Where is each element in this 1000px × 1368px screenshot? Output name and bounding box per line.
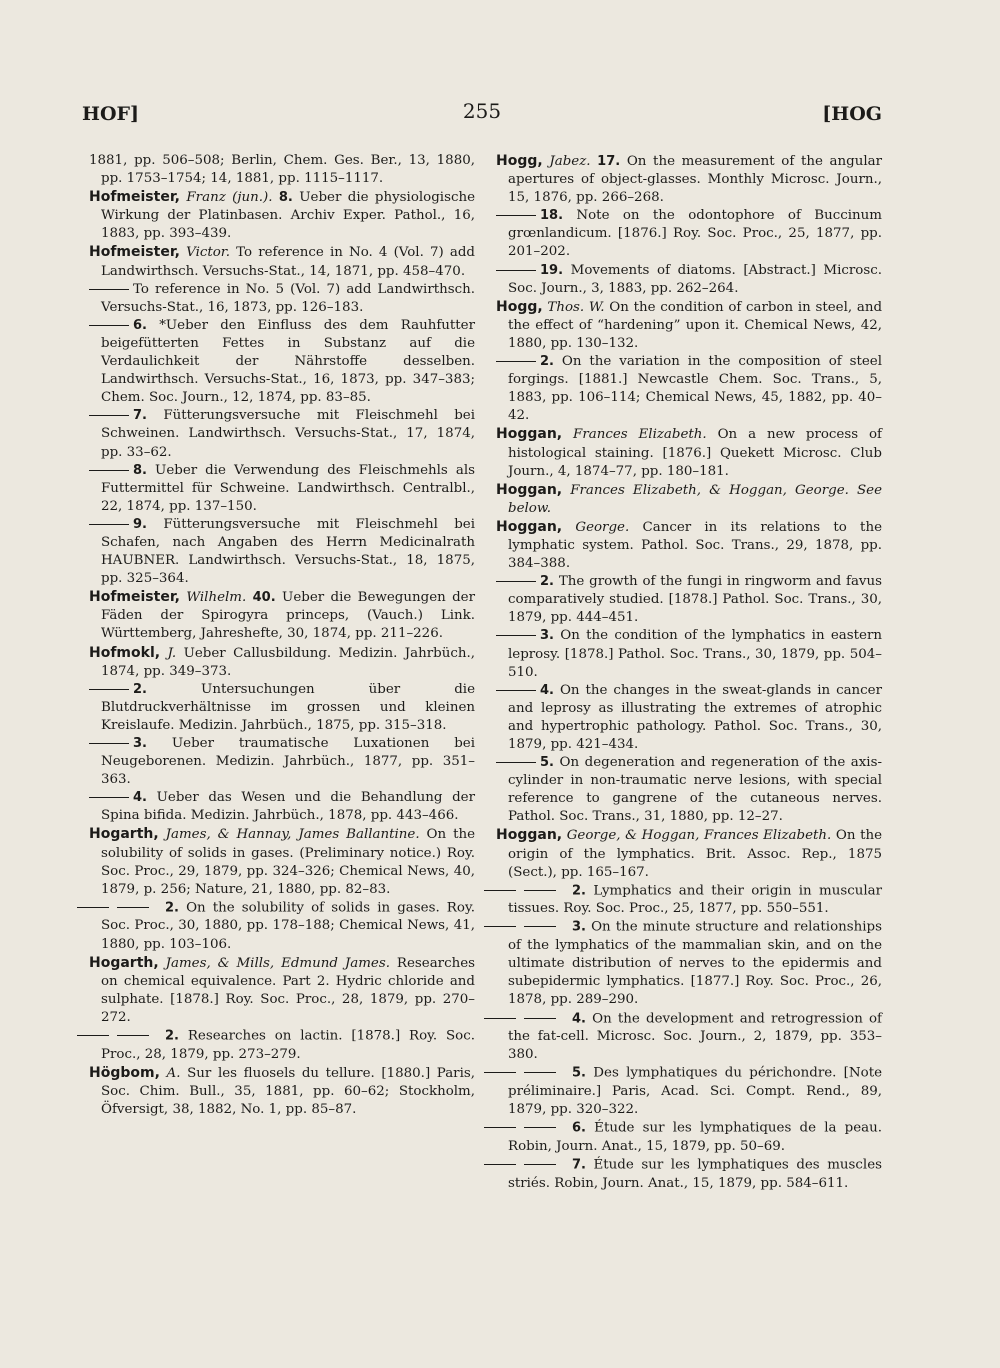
entry-number: 8. <box>278 190 293 206</box>
author-name: Hogg, <box>496 298 543 315</box>
entry-text: Ueber das Wesen und die Behandlung der Spina bifida. Medizin. Jahrbüch., 1878, pp. 443–466. <box>101 790 475 824</box>
bibliography-entry <box>89 462 475 516</box>
bibliography-entry <box>496 298 882 353</box>
bibliography-entry <box>496 481 882 518</box>
author-name: Hofmeister, <box>89 589 180 606</box>
entry-number: 8. <box>133 462 147 478</box>
entry-number: 4. <box>572 1011 586 1027</box>
author-name: Hogg, <box>496 153 543 169</box>
ditto-dash <box>496 690 536 691</box>
entry-text: On the condition of the lymphatics in eastern leprosy. [1878.] Pathol. Soc. Trans., 30, 1879, pp. 504–510. <box>508 628 882 680</box>
entry-number: 6. <box>572 1120 586 1136</box>
bibliography-entry <box>89 281 475 317</box>
ditto-dash <box>89 415 129 416</box>
bibliography-entry <box>89 188 475 243</box>
bibliography-entry <box>89 243 475 280</box>
entry-text: Ueber die physiologische Wirkung der Platinbasen. Archiv Exper. Pathol., 16, 1883, pp. 393–439. <box>101 190 476 242</box>
entry-text: Lymphatics and their origin in muscular tissues. Roy. Soc. Proc., 25, 1877, pp. 550–551. <box>508 883 882 917</box>
bibliography-entry <box>89 152 475 188</box>
entry-number: 19. <box>540 262 564 278</box>
bibliography-entry <box>496 425 882 480</box>
entry-text: On the solubility of solids in gases. (Preliminary notice.) Roy. Soc. Proc., 29, 1879, pp. 324–326; Chemical News, 40, 1879, p. 256; Nature, 21, 1880, pp. 82–83. <box>101 827 476 897</box>
ditto-dash <box>89 899 161 917</box>
entry-text: On degeneration and regeneration of the axis-cylinder in non-traumatic nerve lesions, with special reference to gangrene of the cutaneous nerves. Pathol. Soc. Trans., 31, 1880, pp. 12–27. <box>508 755 882 825</box>
author-name: Hoggan, <box>496 518 563 535</box>
author-name: Hofmeister, <box>89 189 180 206</box>
author-given-name: A. <box>166 1065 181 1081</box>
running-head-right: [HOG <box>822 103 882 125</box>
entry-number: 2. <box>165 900 179 916</box>
bibliography-entry <box>496 754 882 826</box>
ditto-dash <box>496 215 536 216</box>
entry-number: 6. <box>133 317 147 333</box>
author-given-name: George, & Hoggan, Frances Elizabeth. <box>566 828 832 844</box>
entry-text: Des lymphatiques du périchondre. [Note préliminaire.] Paris, Acad. Sci. Compt. Rend., 89, 1879, pp. 320–322. <box>508 1065 882 1118</box>
entry-number: 3. <box>133 736 147 751</box>
bibliography-entry <box>496 207 882 261</box>
left-column <box>89 152 475 1119</box>
bibliography-entry <box>89 825 475 898</box>
ditto-dash <box>496 1010 568 1028</box>
bibliography-entry <box>89 899 475 954</box>
entry-text: On the solubility of solids in gases. Roy. Soc. Proc., 30, 1880, pp. 178–188; Chemical News, 41, 1880, pp. 103–106. <box>101 900 475 952</box>
ditto-dash <box>89 470 129 471</box>
author-given-name: Frances Elizabeth. <box>573 427 707 443</box>
author-name: Högbom, <box>89 1064 160 1081</box>
entry-text: Fütterungsversuche mit Fleischmehl bei Schafen, nach Angaben des Herrn Medicinalrath HAUBNER. Landwirthsch. Versuchs-Stat., 18, 1875, pp. 325–364. <box>101 516 475 587</box>
ditto-dash <box>496 1119 568 1137</box>
entry-text: On the minute structure and relationships of the lymphatics of the mammalian skin, and on the ultimate distribution of nerves to the epidermis and subepidermic lymphatics. [1877.] Roy. Soc. Proc., 26, 1878, pp. 289–290. <box>508 920 882 1008</box>
ditto-dash <box>89 325 129 326</box>
bibliography-entry <box>89 516 475 588</box>
author-given-name: Frances Elizabeth, & Hoggan, George. See below. <box>508 482 882 516</box>
entry-text: Untersuchungen über die Blutdruckverhältnisse im grossen und kleinen Kreislaufe. Medizin. Jahrbüch., 1875, pp. 315–318. <box>101 681 476 733</box>
ditto-dash <box>89 743 129 744</box>
entry-text: Cancer in its relations to the lymphatic system. Pathol. Soc. Trans., 29, 1878, pp. 384–388. <box>508 519 882 572</box>
entry-number: 2. <box>540 574 554 590</box>
bibliography-entry <box>496 826 882 881</box>
author-name: Hofmokl, <box>89 644 161 661</box>
entry-number: 2. <box>540 354 554 370</box>
author-given-name: J. <box>167 645 177 661</box>
entry-number: 5. <box>572 1065 586 1081</box>
entry-text: Étude sur les lymphatiques de la peau. Robin, Journ. Anat., 15, 1879, pp. 50–69. <box>508 1120 882 1154</box>
author-name: Hogarth, <box>89 954 159 971</box>
entry-text: To reference in No. 4 (Vol. 7) add Landwirthsch. Versuchs-Stat., 14, 1871, pp. 458–470. <box>101 245 475 279</box>
bibliography-entry <box>89 588 475 643</box>
bibliography-entry <box>496 573 882 627</box>
entry-text: On the changes in the sweat-glands in cancer and leprosy as illustrating the extremes of atrophic and hypertrophic pathology. Pathol. Soc. Trans., 30, 1879, pp. 421–434. <box>508 682 883 752</box>
entry-text: On the development and retrogression of the fat-cell. Microsc. Soc. Journ., 2, 1879, pp. 353–380. <box>508 1011 882 1063</box>
bibliography-entry <box>496 152 882 207</box>
bibliography-entry <box>89 1027 475 1064</box>
ditto-dash <box>496 882 568 900</box>
entry-text: Fütterungsversuche mit Fleischmehl bei Schweinen. Landwirthsch. Versuchs-Stat., 17, 1874, pp. 33–62. <box>101 408 475 460</box>
ditto-dash <box>89 524 129 525</box>
entry-number: 5. <box>540 755 554 771</box>
entry-number: 2. <box>133 681 147 697</box>
author-name: Hofmeister, <box>89 244 180 261</box>
entry-text: Sur les fluosels du tellure. [1880.] Paris, Soc. Chim. Bull., 35, 1881, pp. 60–62; Stockholm, Öfversigt, 38, 1882, No. 1, pp. 85–87. <box>101 1065 475 1117</box>
bibliography-entry <box>496 262 882 298</box>
bibliography-entry <box>496 627 882 681</box>
entry-text: On the variation in the composition of steel forgings. [1881.] Newcastle Chem. Soc. Trans., 5, 1883, pp. 106–114; Chemical News, 45, 1882, pp. 40–42. <box>508 354 883 424</box>
author-name: Hoggan, <box>496 481 563 498</box>
entry-text: Ueber die Bewegungen der Fäden der Spirogyra princeps, (Vauch.) Link. Württemberg, Jahreshefte, 30, 1874, pp. 211–226. <box>101 590 476 642</box>
bibliography-entry <box>89 1064 475 1119</box>
entry-number: 7. <box>572 1157 586 1173</box>
bibliography-entry <box>89 644 475 681</box>
ditto-dash <box>496 361 536 362</box>
bibliography-entry <box>496 1119 882 1156</box>
entry-text: On a new process of histological staining. [1876.] Quekett Microsc. Club Journ., 4, 1874–77, pp. 180–181. <box>508 427 882 479</box>
right-column <box>496 152 882 1193</box>
ditto-dash <box>496 270 536 271</box>
entry-number: 4. <box>133 790 147 806</box>
entry-text: Note on the odontophore of Buccinum grœnlandicum. [1876.] Roy. Soc. Proc., 25, 1877, pp. 201–202. <box>508 208 882 260</box>
running-head <box>82 99 882 133</box>
author-name: Hogarth, <box>89 826 159 843</box>
entry-number: 2. <box>572 883 586 899</box>
entry-number: 40. <box>252 590 276 606</box>
entry-text: To reference in No. 5 (Vol. 7) add Landwirthsch. Versuchs-Stat., 16, 1873, pp. 126–183. <box>101 281 475 315</box>
ditto-dash <box>496 918 568 936</box>
entry-number: 7. <box>133 408 147 424</box>
bibliography-entry <box>496 1010 882 1065</box>
bibliography-entry <box>89 407 475 461</box>
entry-number: 17. <box>597 154 621 169</box>
ditto-dash <box>496 1156 568 1174</box>
entry-text: The growth of the fungi in ringworm and favus comparatively studied. [1878.] Pathol. Soc. Trans., 30, 1879, pp. 444–451. <box>508 574 882 626</box>
bibliography-entry <box>89 735 475 789</box>
author-given-name: Victor. <box>186 245 230 261</box>
author-given-name: Wilhelm. <box>186 590 247 606</box>
entry-text: *Ueber den Einfluss des dem Rauhfutter beigefütterten Fettes in Substanz auf die Verdaulichkeit der Nährstoffe desselben. Landwirthsch. Versuchs-Stat., 16, 1873, pp. 347–383; Chem. Soc. Journ., 12, 1874, pp. 83–85. <box>101 317 475 406</box>
entry-text: On the origin of the lymphatics. Brit. Assoc. Rep., 1875 (Sect.), pp. 165–167. <box>508 828 883 880</box>
entry-text: Movements of diatoms. [Abstract.] Microsc. Soc. Journ., 3, 1883, pp. 262–264. <box>508 262 882 296</box>
ditto-dash <box>496 581 536 582</box>
ditto-dash <box>89 289 129 290</box>
entry-text: On the measurement of the angular apertures of object-glasses. Monthly Microsc. Journ., 15, 1876, pp. 266–268. <box>508 154 882 206</box>
author-given-name: Franz (jun.). <box>186 190 273 206</box>
entry-text: Researches on chemical equivalence. Part 2. Hydric chloride and sulphate. [1878.] Roy. Soc. Proc., 28, 1879, pp. 270–272. <box>101 955 475 1025</box>
entry-text: Ueber traumatische Luxationen bei Neugeborenen. Medizin. Jahrbüch., 1877, pp. 351–363. <box>101 736 475 788</box>
entry-number: 3. <box>540 628 554 644</box>
bibliography-entry <box>496 682 882 754</box>
bibliography-entry <box>496 518 882 573</box>
author-given-name: Thos. W. <box>547 299 605 315</box>
bibliography-entry <box>496 882 882 919</box>
ditto-dash <box>89 689 129 690</box>
page-number: 255 <box>462 99 502 123</box>
entry-text: Researches on lactin. [1878.] Roy. Soc. Proc., 28, 1879, pp. 273–279. <box>101 1028 475 1062</box>
entry-number: 18. <box>540 208 564 224</box>
bibliography-entry <box>496 353 882 425</box>
author-given-name: Jabez. <box>549 154 591 169</box>
entry-text: Ueber die Verwendung des Fleischmehls als Futtermittel für Schweine. Landwirthsch. Centralbl., 22, 1874, pp. 137–150. <box>101 462 475 514</box>
ditto-dash <box>496 762 536 763</box>
ditto-dash <box>496 635 536 636</box>
entry-text: On the condition of carbon in steel, and the effect of “hardening” upon it. Chemical News, 42, 1880, pp. 130–132. <box>508 299 883 351</box>
ditto-dash <box>89 1027 161 1045</box>
author-name: Hoggan, <box>496 426 563 443</box>
bibliography-entry <box>496 1064 882 1119</box>
entry-text: Ueber Callusbildung. Medizin. Jahrbüch., 1874, pp. 349–373. <box>101 645 475 679</box>
bibliography-entry <box>89 789 475 825</box>
bibliography-entry <box>89 954 475 1027</box>
running-head-left: HOF] <box>82 103 139 125</box>
author-name: Hoggan, <box>496 827 563 844</box>
bibliography-entry <box>496 918 882 1009</box>
author-given-name: James, & Hannay, James Ballantine. <box>165 827 420 843</box>
ditto-dash <box>496 1064 568 1082</box>
bibliography-entry <box>89 317 475 407</box>
entry-text: Étude sur les lymphatiques des muscles striés. Robin, Journ. Anat., 15, 1879, pp. 584–611. <box>508 1157 882 1191</box>
entry-number: 4. <box>540 682 554 698</box>
bibliography-entry <box>496 1156 882 1193</box>
entry-text: 1881, pp. 506–508; Berlin, Chem. Ges. Ber., 13, 1880, pp. 1753–1754; 14, 1881, pp. 1115–1117. <box>89 153 475 187</box>
entry-number: 2. <box>165 1028 179 1044</box>
ditto-dash <box>89 797 129 798</box>
entry-number: 9. <box>133 516 147 532</box>
entry-number: 3. <box>572 920 586 936</box>
bibliography-entry <box>89 681 475 735</box>
author-given-name: James, & Mills, Edmund James. <box>165 955 390 971</box>
author-given-name: George. <box>575 519 630 535</box>
